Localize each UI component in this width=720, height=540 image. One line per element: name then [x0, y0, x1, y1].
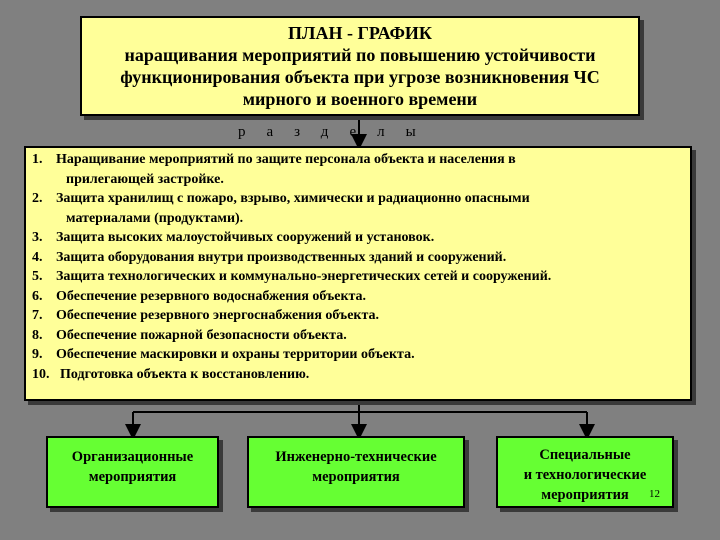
list-item-number: 9. [32, 347, 43, 362]
slide-number: 12 [649, 488, 660, 500]
list-item-text: Обеспечение резервного водоснабжения объекта. [56, 288, 367, 304]
list-item-number: 3. [32, 230, 43, 245]
box-label-line: Инженерно-технические [275, 449, 437, 465]
list-item [32, 248, 684, 268]
list-item-number: 7. [32, 308, 43, 323]
title-line-3: функционирования объекта при угрозе возникновения ЧС [120, 67, 600, 87]
organizational-measures-box [46, 436, 219, 508]
list-item-text: Подготовка объекта к восстановлению. [60, 366, 310, 382]
special-measures-box [496, 436, 674, 508]
list-item [32, 189, 684, 209]
list-item-number: 4. [32, 249, 43, 265]
measures-list [24, 146, 692, 401]
title-box [80, 16, 640, 116]
list-item-text: Защита технологических и коммунально-энергетических сетей и сооружений. [56, 269, 552, 284]
engineering-measures-box [247, 436, 465, 508]
list-item [32, 150, 684, 170]
list-item [32, 345, 684, 365]
list-item [32, 228, 684, 248]
list-item-continuation [32, 209, 684, 229]
box-label-line: мероприятия [541, 487, 629, 503]
list-item-text: материалами (продуктами). [66, 210, 244, 226]
list-item-text: прилегающей застройке. [66, 171, 224, 187]
list-item-continuation [32, 170, 684, 190]
list-item-number: 5. [32, 269, 43, 284]
title-line-1: ПЛАН - ГРАФИК [288, 23, 432, 43]
box-label-line: мероприятия [88, 469, 177, 485]
list-item [32, 267, 684, 287]
list-item [32, 365, 684, 385]
list-item-number: 8. [32, 327, 43, 343]
list-item-text: Обеспечение резервного энергоснабжения объекта. [56, 308, 380, 323]
list-item-number: 10. [32, 366, 50, 382]
list-item [32, 326, 684, 346]
box-label-line: Организационные [71, 449, 194, 465]
list-item-text: Защита хранилищ с пожаро, взрыво, химически и радиационно опасными [56, 191, 530, 206]
list-item-text: Наращивание мероприятий по защите персонала объекта и населения в [56, 152, 516, 167]
sections-label: разделы [238, 124, 437, 140]
box-label-line: мероприятия [312, 469, 400, 485]
list-item [32, 306, 684, 326]
list-item-text: Обеспечение пожарной безопасности объекта. [56, 327, 347, 343]
box-label-line: Специальные [539, 447, 631, 463]
list-item-text: Защита оборудования внутри производственных зданий и сооружений. [56, 249, 507, 265]
list-item [32, 287, 684, 307]
title-line-4: мирного и военного времени [242, 89, 478, 109]
list-item-number: 2. [32, 191, 43, 206]
list-item-text: Защита высоких малоустойчивых сооружений и установок. [56, 230, 435, 245]
list-item-text: Обеспечение маскировки и охраны территории объекта. [56, 347, 415, 362]
list-item-number: 6. [32, 288, 43, 304]
box-label-line: и технологические [523, 467, 647, 483]
title-line-2: наращивания мероприятий по повышению устойчивости [124, 45, 596, 65]
list-item-number: 1. [32, 152, 43, 167]
